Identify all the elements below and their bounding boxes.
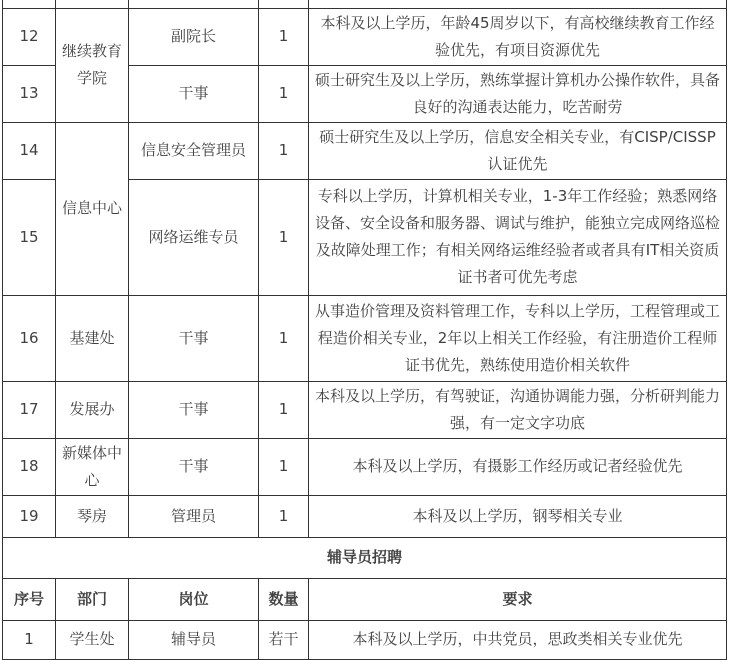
col-header-req: 要求 [309, 578, 727, 620]
cell-post: 信息安全管理员 [129, 122, 259, 179]
section-title-row [3, 537, 727, 578]
col-header-post: 岗位 [129, 578, 259, 620]
cell-req [309, 0, 727, 8]
col-header-seq: 序号 [3, 578, 56, 620]
cell-post: 管理员 [129, 495, 259, 537]
cell-count: 1 [259, 8, 309, 65]
cell-req: 本科及以上学历，钢琴相关专业 [309, 495, 727, 537]
cell-count: 1 [259, 179, 309, 295]
cell-count: 1 [259, 438, 309, 495]
col-header-dept: 部门 [56, 578, 129, 620]
counselor-header-row [3, 578, 727, 620]
cell-count: 1 [259, 381, 309, 438]
cell-seq [3, 0, 56, 8]
cell-count: 1 [259, 122, 309, 179]
cell-seq: 1 [3, 620, 56, 659]
cell-seq: 17 [3, 381, 56, 438]
section-title-counselor: 辅导员招聘 [3, 537, 727, 578]
cell-dept: 琴房 [56, 495, 129, 537]
table-row-19 [3, 495, 727, 537]
cell-dept: 新媒体中心 [56, 438, 129, 495]
cell-req: 本科及以上学历，中共党员，思政类相关专业优先 [309, 620, 727, 659]
cell-post [129, 0, 259, 8]
cell-count [259, 0, 309, 8]
cell-count: 1 [259, 65, 309, 122]
cell-count: 1 [259, 495, 309, 537]
cell-post: 干事 [129, 295, 259, 381]
cell-seq: 18 [3, 438, 56, 495]
cell-dept: 学生处 [56, 620, 129, 659]
cell-req: 本科及以上学历，年龄45周岁以下，有高校继续教育工作经验优先，有项目资源优先 [309, 8, 727, 65]
cell-post: 干事 [129, 65, 259, 122]
cell-count: 1 [259, 295, 309, 381]
cell-req: 本科及以上学历，有驾驶证，沟通协调能力强，分析研判能力强，有一定文字功底 [309, 381, 727, 438]
table-row-14 [3, 122, 727, 179]
cell-dept [56, 0, 129, 8]
cell-req: 专科以上学历，计算机相关专业，1-3年工作经验；熟悉网络设备、安全设备和服务器、调试与维护，能独立完成网络巡检及故障处理工作；有相关网络运维经验者或者具有IT相关资质证书者可优先考虑 [309, 179, 727, 295]
cell-seq: 14 [3, 122, 56, 179]
table-row-17 [3, 381, 727, 438]
cell-dept: 继续教育学院 [56, 8, 129, 122]
cell-seq: 13 [3, 65, 56, 122]
cell-req: 硕士研究生及以上学历，信息安全相关专业，有CISP/CISSP认证优先 [309, 122, 727, 179]
table-row-12 [3, 8, 727, 65]
cell-post: 副院长 [129, 8, 259, 65]
cell-req: 从事造价管理及资料管理工作，专科以上学历，工程管理或工程造价相关专业，2年以上相关工作经验，有注册造价工程师证书优先，熟练使用造价相关软件 [309, 295, 727, 381]
cell-post: 网络运维专员 [129, 179, 259, 295]
cutoff-row [3, 0, 727, 8]
table-row-18 [3, 438, 727, 495]
cell-req: 硕士研究生及以上学历，熟练掌握计算机办公操作软件，具备良好的沟通表达能力，吃苦耐劳 [309, 65, 727, 122]
cell-seq: 19 [3, 495, 56, 537]
cell-seq: 16 [3, 295, 56, 381]
table-row-16 [3, 295, 727, 381]
cell-seq: 15 [3, 179, 56, 295]
cell-dept: 基建处 [56, 295, 129, 381]
cell-req: 本科及以上学历，有摄影工作经历或记者经验优先 [309, 438, 727, 495]
counselor-row-1 [3, 620, 727, 659]
cell-dept: 发展办 [56, 381, 129, 438]
cell-post: 干事 [129, 438, 259, 495]
cell-seq: 12 [3, 8, 56, 65]
cell-post: 辅导员 [129, 620, 259, 659]
cell-dept: 信息中心 [56, 122, 129, 295]
cell-count: 若干 [259, 620, 309, 659]
recruitment-table [2, 0, 727, 660]
cell-post: 干事 [129, 381, 259, 438]
col-header-count: 数量 [259, 578, 309, 620]
